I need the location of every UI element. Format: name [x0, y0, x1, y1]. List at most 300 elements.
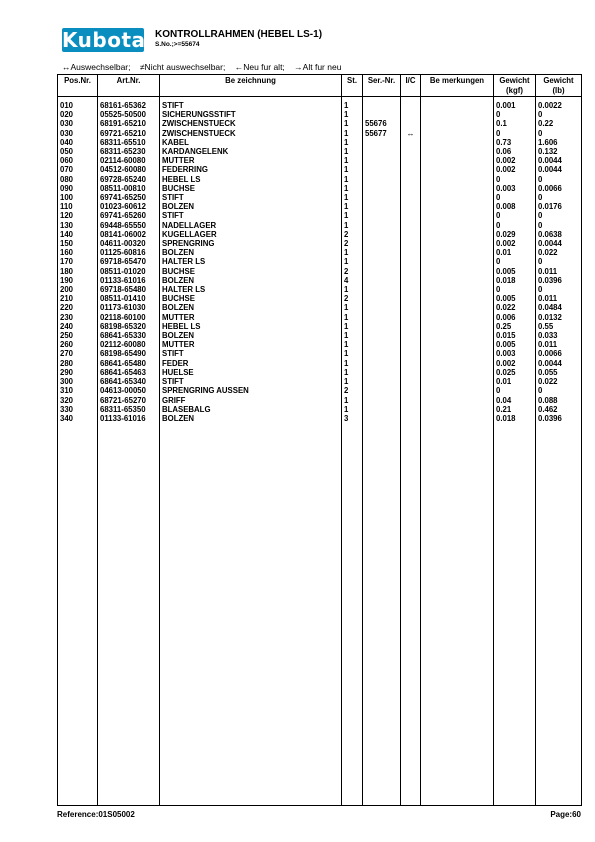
cell-art: 68311-65230 — [98, 147, 160, 156]
cell-ic — [401, 396, 421, 405]
table-row — [58, 285, 582, 294]
cell-ic — [401, 386, 421, 395]
table-row — [58, 156, 582, 165]
table-row — [58, 276, 582, 285]
cell-weight-kgf: 0.008 — [494, 202, 536, 211]
filler-cell — [160, 423, 342, 805]
filler-cell — [494, 423, 536, 805]
cell-pos: 030 — [58, 119, 98, 128]
cell-weight-kgf: 0.005 — [494, 267, 536, 276]
cell-ic — [401, 349, 421, 358]
cell-art: 68311-65350 — [98, 405, 160, 414]
cell-weight-lb: 0.0066 — [536, 184, 582, 193]
table-row — [58, 110, 582, 119]
table-row — [58, 303, 582, 312]
cell-weight-lb: 0.0638 — [536, 230, 582, 239]
cell-pos: 080 — [58, 175, 98, 184]
cell-name: BUCHSE — [160, 267, 342, 276]
cell-weight-lb: 0 — [536, 221, 582, 230]
cell-art: 68641-65480 — [98, 359, 160, 368]
interchangeability-legend — [62, 62, 348, 72]
cell-serial — [363, 359, 401, 368]
cell-art: 01133-61016 — [98, 276, 160, 285]
cell-name: BOLZEN — [160, 276, 342, 285]
cell-remarks — [421, 202, 494, 211]
cell-art: 68198-65320 — [98, 322, 160, 331]
cell-serial: 55676 — [363, 119, 401, 128]
cell-remarks — [421, 119, 494, 128]
cell-weight-kgf: 0.003 — [494, 349, 536, 358]
cell-pos: 160 — [58, 248, 98, 257]
cell-name: STIFT — [160, 193, 342, 202]
cell-weight-lb: 0 — [536, 257, 582, 266]
cell-qty: 1 — [342, 202, 363, 211]
cell-qty: 1 — [342, 349, 363, 358]
cell-qty: 1 — [342, 211, 363, 220]
cell-name: FEDERRING — [160, 165, 342, 174]
cell-art: 69728-65240 — [98, 175, 160, 184]
cell-ic — [401, 257, 421, 266]
col-header-art: Art.Nr. — [98, 75, 160, 97]
cell-weight-lb: 0.0044 — [536, 165, 582, 174]
cell-ic — [401, 147, 421, 156]
cell-weight-kgf: 0.018 — [494, 414, 536, 423]
cell-remarks — [421, 211, 494, 220]
cell-name: HUELSE — [160, 368, 342, 377]
cell-art: 08141-06002 — [98, 230, 160, 239]
cell-qty: 1 — [342, 119, 363, 128]
cell-art: 02114-60080 — [98, 156, 160, 165]
cell-name: SPRENGRING AUSSEN — [160, 386, 342, 395]
cell-art: 02112-60080 — [98, 340, 160, 349]
cell-art: 69448-65550 — [98, 221, 160, 230]
cell-remarks — [421, 165, 494, 174]
kubota-logo: Kubota — [62, 28, 146, 52]
cell-ic — [401, 138, 421, 147]
legend-not-interchangeable: ≠Nicht auswechselbar; — [139, 62, 226, 72]
cell-qty: 1 — [342, 221, 363, 230]
cell-remarks — [421, 294, 494, 303]
table-row — [58, 138, 582, 147]
col-header-weight-kgf: Gewicht (kgf) — [494, 75, 536, 97]
cell-pos: 010 — [58, 97, 98, 111]
cell-remarks — [421, 193, 494, 202]
cell-remarks — [421, 359, 494, 368]
cell-qty: 1 — [342, 377, 363, 386]
cell-ic — [401, 184, 421, 193]
cell-remarks — [421, 377, 494, 386]
cell-weight-kgf: 0.006 — [494, 313, 536, 322]
cell-remarks — [421, 97, 494, 111]
cell-serial — [363, 110, 401, 119]
cell-qty: 1 — [342, 257, 363, 266]
cell-qty: 1 — [342, 322, 363, 331]
cell-serial — [363, 193, 401, 202]
cell-pos: 020 — [58, 110, 98, 119]
cell-weight-kgf: 0.005 — [494, 294, 536, 303]
cell-ic — [401, 193, 421, 202]
col-header-serial: Ser.-Nr. — [363, 75, 401, 97]
cell-pos: 230 — [58, 313, 98, 322]
cell-remarks — [421, 248, 494, 257]
cell-weight-kgf: 0.018 — [494, 276, 536, 285]
cell-weight-lb: 0.022 — [536, 377, 582, 386]
cell-weight-kgf: 0.04 — [494, 396, 536, 405]
filler-cell — [363, 423, 401, 805]
filler-cell — [536, 423, 582, 805]
cell-art: 69741-65260 — [98, 211, 160, 220]
cell-serial — [363, 97, 401, 111]
cell-name: BOLZEN — [160, 248, 342, 257]
cell-qty: 1 — [342, 359, 363, 368]
cell-pos: 290 — [58, 368, 98, 377]
cell-weight-lb: 0.022 — [536, 248, 582, 257]
cell-remarks — [421, 110, 494, 119]
cell-serial — [363, 331, 401, 340]
col-header-name: Be zeichnung — [160, 75, 342, 97]
cell-pos: 340 — [58, 414, 98, 423]
cell-ic — [401, 405, 421, 414]
table-row — [58, 147, 582, 156]
cell-pos: 330 — [58, 405, 98, 414]
cell-remarks — [421, 368, 494, 377]
cell-weight-kgf: 0.001 — [494, 97, 536, 111]
cell-serial — [363, 303, 401, 312]
cell-serial — [363, 294, 401, 303]
cell-art: 68641-65330 — [98, 331, 160, 340]
cell-remarks — [421, 414, 494, 423]
cell-name: STIFT — [160, 349, 342, 358]
cell-qty: 1 — [342, 165, 363, 174]
cell-ic — [401, 175, 421, 184]
cell-art: 68641-65463 — [98, 368, 160, 377]
cell-weight-kgf: 0 — [494, 211, 536, 220]
legend-interchangeable: ↔Auswechselbar; — [62, 62, 131, 72]
cell-weight-lb: 0 — [536, 193, 582, 202]
cell-serial — [363, 276, 401, 285]
cell-art: 01023-60612 — [98, 202, 160, 211]
cell-weight-lb: 0.0132 — [536, 313, 582, 322]
cell-remarks — [421, 276, 494, 285]
cell-serial — [363, 175, 401, 184]
table-row — [58, 165, 582, 174]
cell-qty: 2 — [342, 230, 363, 239]
cell-pos: 070 — [58, 165, 98, 174]
table-row — [58, 322, 582, 331]
reference-number: Reference:01S05002 — [57, 810, 135, 819]
cell-serial: 55677 — [363, 129, 401, 138]
cell-pos: 100 — [58, 193, 98, 202]
cell-remarks — [421, 230, 494, 239]
cell-weight-kgf: 0 — [494, 257, 536, 266]
cell-qty: 1 — [342, 303, 363, 312]
cell-pos: 190 — [58, 276, 98, 285]
cell-name: STIFT — [160, 377, 342, 386]
table-filler-row — [58, 423, 582, 805]
table-row — [58, 221, 582, 230]
cell-ic — [401, 303, 421, 312]
cell-remarks — [421, 285, 494, 294]
cell-remarks — [421, 147, 494, 156]
cell-name: BUCHSE — [160, 294, 342, 303]
cell-ic — [401, 211, 421, 220]
cell-weight-kgf: 0.029 — [494, 230, 536, 239]
cell-ic — [401, 359, 421, 368]
cell-name: BUCHSE — [160, 184, 342, 193]
cell-qty: 1 — [342, 138, 363, 147]
cell-ic — [401, 202, 421, 211]
cell-pos: 270 — [58, 349, 98, 358]
cell-weight-kgf: 0.025 — [494, 368, 536, 377]
table-header-row — [58, 75, 582, 97]
cell-serial — [363, 248, 401, 257]
cell-art: 68161-65362 — [98, 97, 160, 111]
cell-art: 01125-60816 — [98, 248, 160, 257]
cell-art: 68191-65210 — [98, 119, 160, 128]
cell-pos: 200 — [58, 285, 98, 294]
cell-pos: 250 — [58, 331, 98, 340]
cell-serial — [363, 396, 401, 405]
cell-pos: 210 — [58, 294, 98, 303]
cell-weight-kgf: 0.01 — [494, 377, 536, 386]
cell-weight-kgf: 0 — [494, 221, 536, 230]
cell-ic — [401, 97, 421, 111]
cell-weight-lb: 0.0176 — [536, 202, 582, 211]
cell-remarks — [421, 313, 494, 322]
cell-ic — [401, 340, 421, 349]
filler-cell — [421, 423, 494, 805]
cell-name: SICHERUNGSSTIFT — [160, 110, 342, 119]
table-row — [58, 248, 582, 257]
cell-weight-lb: 0.011 — [536, 294, 582, 303]
cell-qty: 1 — [342, 175, 363, 184]
cell-pos: 060 — [58, 156, 98, 165]
cell-weight-lb: 0.0044 — [536, 156, 582, 165]
table-row — [58, 313, 582, 322]
cell-weight-lb: 0.0484 — [536, 303, 582, 312]
cell-weight-kgf: 0.002 — [494, 239, 536, 248]
cell-weight-lb: 0.088 — [536, 396, 582, 405]
cell-remarks — [421, 405, 494, 414]
table-row — [58, 97, 582, 111]
cell-pos: 280 — [58, 359, 98, 368]
cell-ic — [401, 276, 421, 285]
parts-table-body — [58, 97, 582, 806]
table-row — [58, 331, 582, 340]
cell-serial — [363, 211, 401, 220]
cell-qty: 2 — [342, 239, 363, 248]
filler-cell — [98, 423, 160, 805]
cell-weight-kgf: 0.21 — [494, 405, 536, 414]
cell-pos: 300 — [58, 377, 98, 386]
table-row — [58, 368, 582, 377]
cell-weight-lb: 0.011 — [536, 267, 582, 276]
cell-weight-kgf: 0 — [494, 193, 536, 202]
page-number: Page:60 — [550, 810, 581, 819]
cell-pos: 310 — [58, 386, 98, 395]
cell-weight-lb: 0 — [536, 110, 582, 119]
cell-weight-lb: 0.462 — [536, 405, 582, 414]
cell-art: 04613-00050 — [98, 386, 160, 395]
cell-qty: 3 — [342, 414, 363, 423]
cell-pos: 120 — [58, 211, 98, 220]
cell-weight-kgf: 0.005 — [494, 340, 536, 349]
cell-weight-lb: 0 — [536, 386, 582, 395]
cell-weight-lb: 0.132 — [536, 147, 582, 156]
cell-art: 08511-01020 — [98, 267, 160, 276]
cell-ic — [401, 156, 421, 165]
cell-qty: 1 — [342, 285, 363, 294]
cell-weight-lb: 0.55 — [536, 322, 582, 331]
cell-remarks — [421, 396, 494, 405]
cell-serial — [363, 414, 401, 423]
cell-ic — [401, 248, 421, 257]
cell-serial — [363, 184, 401, 193]
cell-weight-lb: 1.606 — [536, 138, 582, 147]
cell-name: KABEL — [160, 138, 342, 147]
cell-remarks — [421, 156, 494, 165]
cell-art: 08511-00810 — [98, 184, 160, 193]
cell-qty: 1 — [342, 156, 363, 165]
cell-weight-lb: 0.0044 — [536, 359, 582, 368]
cell-art: 68721-65270 — [98, 396, 160, 405]
cell-art: 01173-61030 — [98, 303, 160, 312]
cell-qty: 1 — [342, 147, 363, 156]
cell-serial — [363, 257, 401, 266]
cell-art: 01133-61016 — [98, 414, 160, 423]
cell-name: BOLZEN — [160, 303, 342, 312]
cell-weight-lb: 0 — [536, 129, 582, 138]
cell-ic — [401, 322, 421, 331]
serial-range: S.No.;>=55674 — [155, 41, 200, 48]
cell-ic — [401, 414, 421, 423]
cell-name: ZWISCHENSTUECK — [160, 129, 342, 138]
cell-weight-kgf: 0.015 — [494, 331, 536, 340]
cell-serial — [363, 313, 401, 322]
table-row — [58, 349, 582, 358]
cell-weight-kgf: 0.06 — [494, 147, 536, 156]
table-row — [58, 396, 582, 405]
cell-weight-kgf: 0 — [494, 285, 536, 294]
cell-name: FEDER — [160, 359, 342, 368]
cell-weight-lb: 0.0022 — [536, 97, 582, 111]
legend-new-for-old: ←Neu fur alt; — [234, 62, 285, 72]
cell-qty: 1 — [342, 97, 363, 111]
cell-pos: 150 — [58, 239, 98, 248]
cell-weight-lb: 0.0396 — [536, 414, 582, 423]
col-header-weight-lb: Gewicht (lb) — [536, 75, 582, 97]
table-row — [58, 359, 582, 368]
table-row — [58, 377, 582, 386]
cell-art: 69718-65470 — [98, 257, 160, 266]
col-header-ic: I/C — [401, 75, 421, 97]
cell-ic — [401, 377, 421, 386]
cell-name: HALTER LS — [160, 257, 342, 266]
cell-weight-kgf: 0 — [494, 129, 536, 138]
cell-name: BOLZEN — [160, 414, 342, 423]
cell-weight-lb: 0 — [536, 211, 582, 220]
cell-art: 69718-65480 — [98, 285, 160, 294]
cell-art: 68198-65490 — [98, 349, 160, 358]
cell-ic — [401, 285, 421, 294]
cell-qty: 1 — [342, 193, 363, 202]
cell-serial — [363, 230, 401, 239]
col-header-remarks: Be merkungen — [421, 75, 494, 97]
cell-weight-lb: 0 — [536, 285, 582, 294]
cell-qty: 1 — [342, 405, 363, 414]
cell-art: 02118-60100 — [98, 313, 160, 322]
cell-ic: ↔ — [401, 129, 421, 138]
cell-serial — [363, 349, 401, 358]
filler-cell — [58, 423, 98, 805]
cell-weight-kgf: 0.002 — [494, 165, 536, 174]
cell-ic — [401, 331, 421, 340]
table-row — [58, 239, 582, 248]
filler-cell — [401, 423, 421, 805]
cell-art: 04512-60080 — [98, 165, 160, 174]
cell-ic — [401, 165, 421, 174]
cell-ic — [401, 230, 421, 239]
cell-pos: 040 — [58, 138, 98, 147]
cell-weight-kgf: 0.73 — [494, 138, 536, 147]
cell-art: 68641-65340 — [98, 377, 160, 386]
cell-pos: 260 — [58, 340, 98, 349]
table-row — [58, 202, 582, 211]
table-row — [58, 414, 582, 423]
cell-serial — [363, 340, 401, 349]
cell-serial — [363, 156, 401, 165]
table-row — [58, 119, 582, 128]
cell-name: BLASEBALG — [160, 405, 342, 414]
table-row — [58, 405, 582, 414]
cell-remarks — [421, 340, 494, 349]
table-row — [58, 129, 582, 138]
cell-qty: 1 — [342, 110, 363, 119]
cell-remarks — [421, 175, 494, 184]
cell-art: 08511-01410 — [98, 294, 160, 303]
cell-serial — [363, 138, 401, 147]
cell-name: GRIFF — [160, 396, 342, 405]
cell-qty: 1 — [342, 396, 363, 405]
table-row — [58, 211, 582, 220]
parts-table — [57, 74, 582, 806]
cell-pos: 050 — [58, 147, 98, 156]
cell-pos: 240 — [58, 322, 98, 331]
cell-weight-kgf: 0 — [494, 110, 536, 119]
table-row — [58, 230, 582, 239]
cell-art: 05525-50500 — [98, 110, 160, 119]
cell-name: STIFT — [160, 211, 342, 220]
cell-qty: 1 — [342, 340, 363, 349]
cell-qty: 4 — [342, 276, 363, 285]
cell-qty: 2 — [342, 294, 363, 303]
legend-old-for-new: →Alt fur neu — [294, 62, 342, 72]
cell-weight-lb: 0.0396 — [536, 276, 582, 285]
table-row — [58, 294, 582, 303]
cell-name: STIFT — [160, 97, 342, 111]
cell-weight-lb: 0.22 — [536, 119, 582, 128]
cell-pos: 090 — [58, 184, 98, 193]
cell-weight-lb: 0.0044 — [536, 239, 582, 248]
cell-weight-lb: 0.033 — [536, 331, 582, 340]
cell-weight-kgf: 0.002 — [494, 156, 536, 165]
cell-ic — [401, 110, 421, 119]
cell-name: KARDANGELENK — [160, 147, 342, 156]
cell-serial — [363, 285, 401, 294]
cell-name: ZWISCHENSTUECK — [160, 119, 342, 128]
cell-qty: 2 — [342, 267, 363, 276]
cell-pos: 130 — [58, 221, 98, 230]
